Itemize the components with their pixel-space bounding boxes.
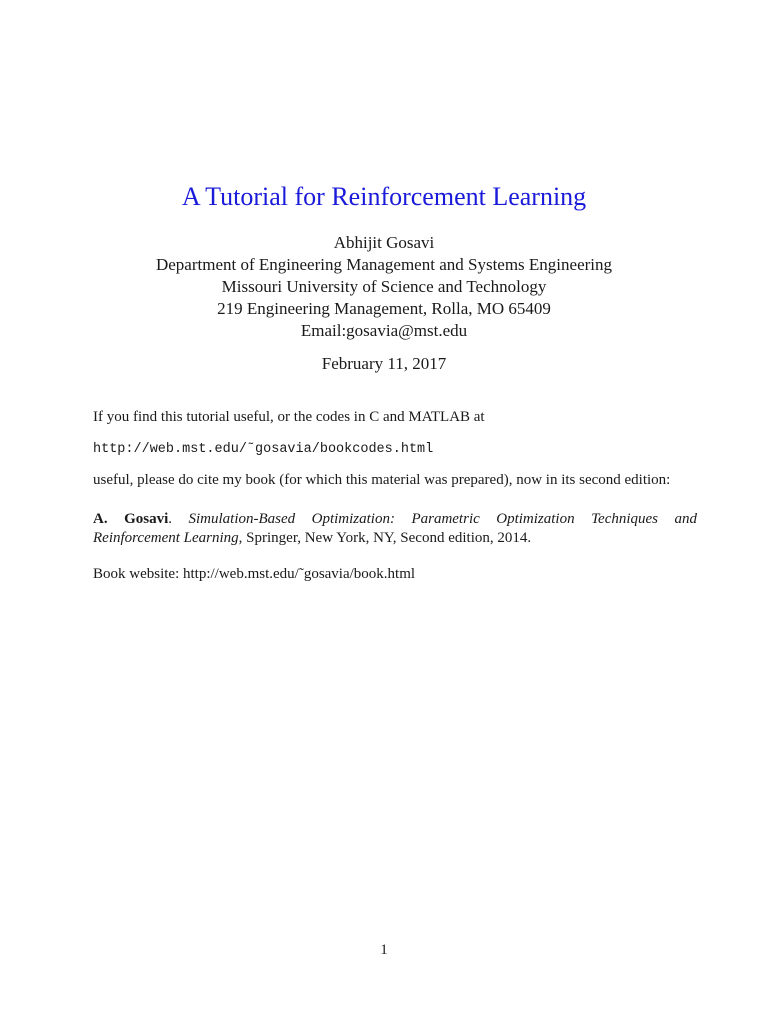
citation-separator: .: [168, 511, 189, 527]
author-department: Department of Engineering Management and Systems Engineering: [155, 255, 613, 274]
paper-title: A Tutorial for Reinforcement Learning: [181, 182, 587, 211]
author-email: Email:gosavia@mst.edu: [300, 321, 468, 340]
citation-publisher: , Springer, New York, NY, Second edition, 2014.: [238, 530, 532, 546]
citation-author: A. Gosavi: [93, 511, 169, 527]
body-text: [93, 408, 697, 584]
title-block: [0, 180, 768, 375]
author-block: [0, 232, 768, 342]
author-address: 219 Engineering Management, Rolla, MO 65409: [217, 299, 551, 318]
page-number: 1: [380, 942, 388, 958]
citation-title: Simulation-Based Optimization: Parametric Optimization Techniques and Reinforcement Learning: [93, 511, 697, 546]
citation-paragraph: [93, 510, 697, 548]
book-website-line[interactable]: Book website: http://web.mst.edu/˜gosavia/book.html: [93, 566, 416, 582]
author-university: Missouri University of Science and Technology: [221, 277, 547, 296]
codes-url-link[interactable]: http://web.mst.edu/˜gosavia/bookcodes.html: [93, 442, 434, 457]
author-name: Abhijit Gosavi: [333, 233, 435, 252]
paper-date: February 11, 2017: [321, 354, 447, 373]
intro-paragraph: If you find this tutorial useful, or the codes in C and MATLAB at: [93, 409, 485, 425]
cite-request-paragraph: useful, please do cite my book (for which this material was prepared), now in its second edition:: [93, 472, 671, 488]
